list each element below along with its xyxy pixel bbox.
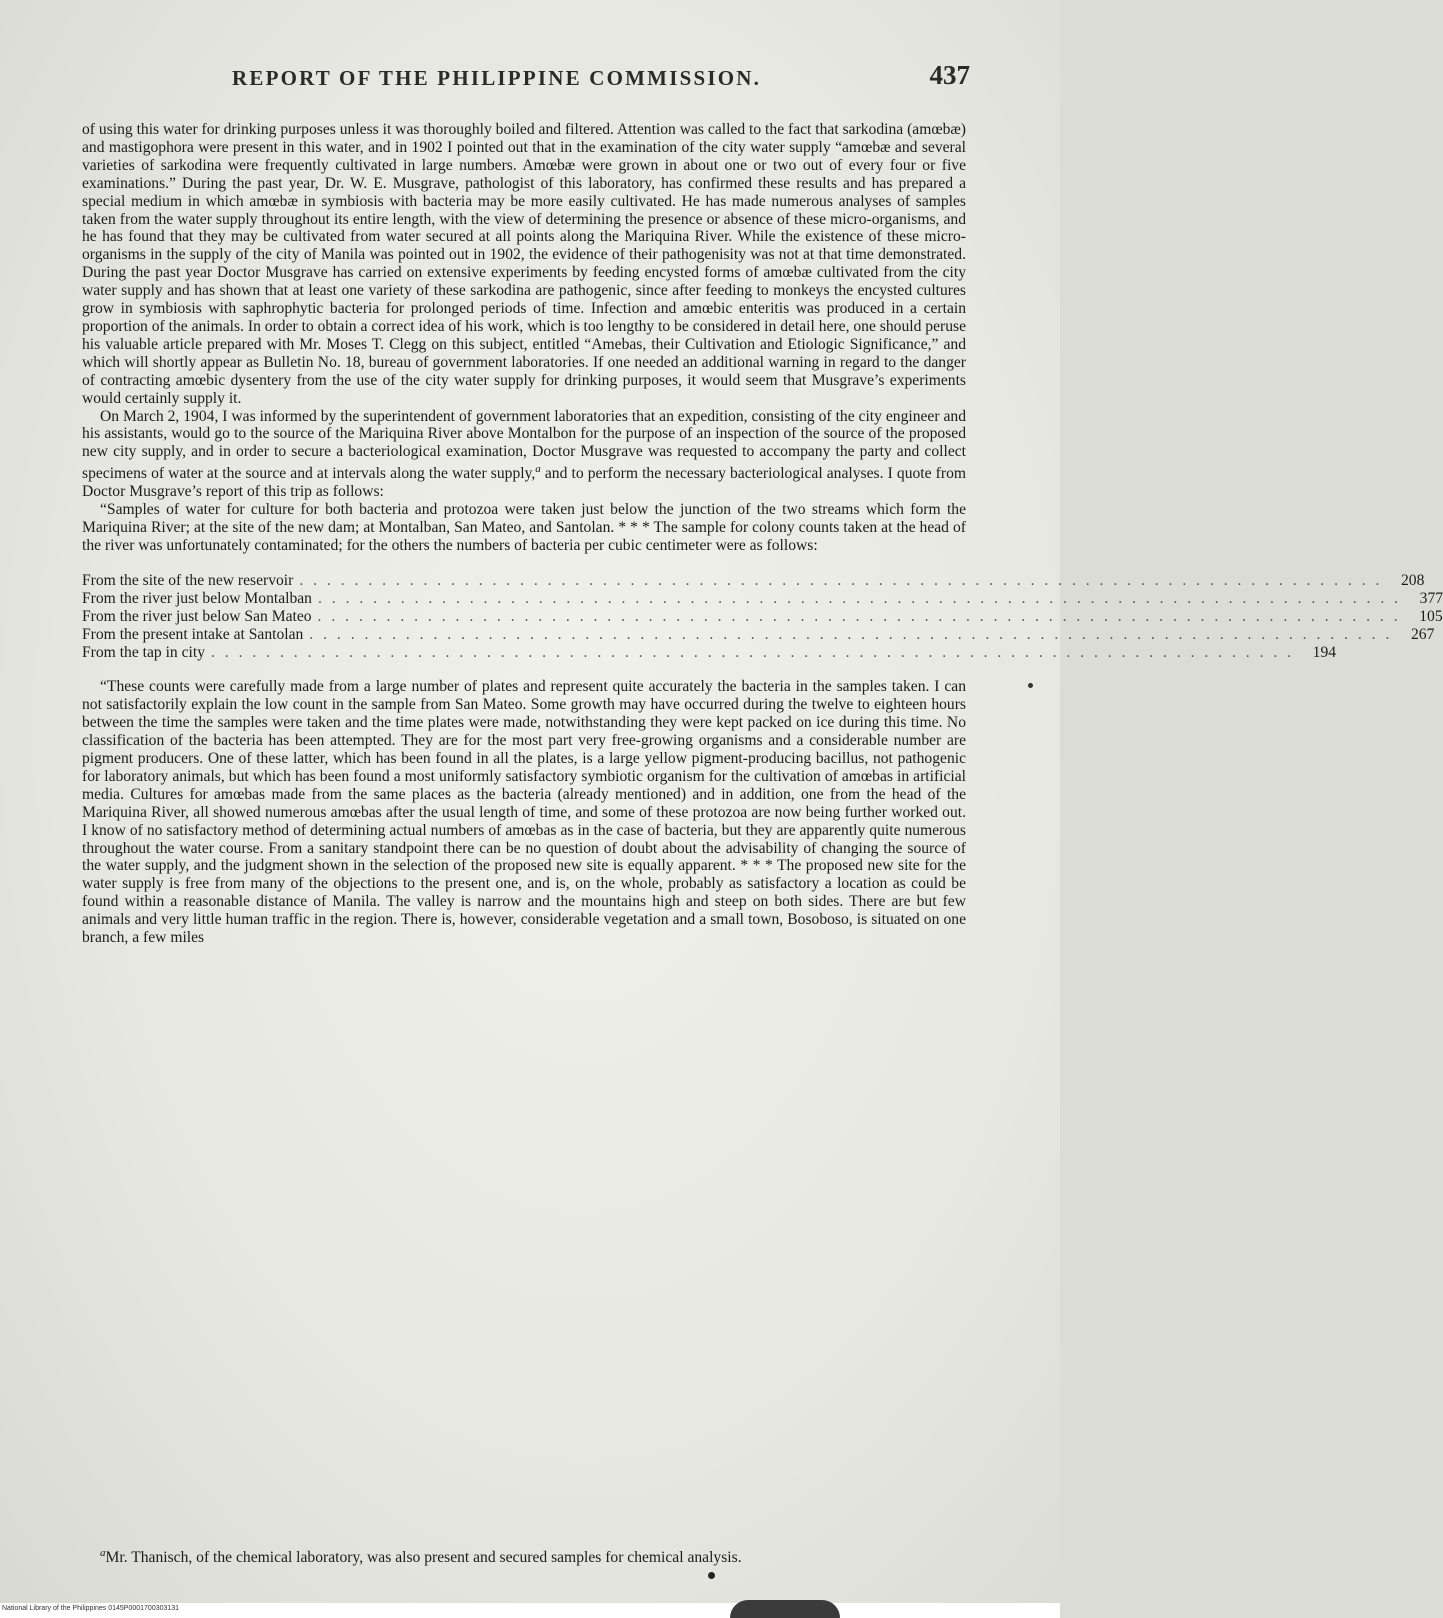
- count-value: 208: [1401, 571, 1425, 589]
- count-value: 267: [1410, 625, 1435, 643]
- library-stamp: National Library of the Philippines 0145P0001700303131: [2, 1605, 180, 1612]
- scan-footer-bar: [0, 1603, 1060, 1618]
- scanner-thumb-shadow: [730, 1600, 840, 1618]
- count-label: From the river just below San Mateo: [82, 607, 312, 625]
- running-header: [82, 60, 970, 100]
- paragraph: “Samples of water for culture for both bacteria and protozoa were taken just below the junction of the two streams which form the Mariquina River; at the site of the new dam; at Montalban, San Mateo, and Santolan. * * * The sample for colony counts taken at the head of the river was unfortunately contaminated; for the others the numbers of bacteria per cubic centimeter were as follows:: [82, 501, 966, 555]
- count-value: 194: [1312, 643, 1337, 661]
- footnote-marker: a: [100, 1547, 106, 1559]
- bacteria-counts-table: [82, 571, 1443, 661]
- table-row: [82, 643, 1337, 662]
- body-text: [82, 121, 1443, 947]
- table-row: [82, 625, 1435, 644]
- count-label: From the tap in city: [82, 643, 205, 661]
- count-label: From the present intake at Santolan: [82, 625, 304, 643]
- paragraph-text: On March 2, 1904, I was informed by the superintendent of government laboratories that an expedition, consisting of the city engineer and his assistants, would go to the source of the Mariquina River above Montalbon for the purpose of an inspection of the source of the proposed new city supply, and in order to secure a bacteriological examination, Doctor Musgrave was requested to accompany the party and collect specimens of water at the source and at intervals along the water supply,: [82, 407, 966, 483]
- footnote-ref: a: [535, 463, 541, 476]
- page-number: 437: [929, 60, 970, 90]
- paragraph: [82, 408, 966, 502]
- footnote-text: Mr. Thanisch, of the chemical laboratory, was also present and secured samples for chemical analysis.: [105, 1549, 742, 1567]
- paragraph-text: and to perform the necessary bacteriological analyses. I quote from Doctor Musgrave’s report of this trip as follows:: [82, 465, 966, 501]
- count-value: 105: [1419, 607, 1443, 625]
- leader-dots: . . . . . . . . . . . . . . . . . . . . . . . . . . . . . . . . . . . . . . . . . . . . . . . . . . . . . . . . . . . . . . . . . . . . . . . . . . . . . . .: [299, 571, 1383, 589]
- count-value: 377: [1419, 589, 1443, 607]
- table-row: [82, 607, 1443, 626]
- leader-dots: . . . . . . . . . . . . . . . . . . . . . . . . . . . . . . . . . . . . . . . . . . . . . . . . . . . . . . . . . . . . . . . . . . . . . . . . . . . . . . .: [317, 589, 1402, 607]
- paragraph: of using this water for drinking purposes unless it was thoroughly boiled and filtered. Attention was called to the fact that sarkodina (amœbæ) and mastigophora were present in this water, and in 1902 I pointed out that in the examination of the city water supply “amœbæ and several varieties of sarkodina were frequently cultivated in large numbers. Amœbæ were grown in about one or two out of every four or five examinations.” During the past year, Dr. W. E. Musgrave, pathologist of this laboratory, has confirmed these results and has prepared a special medium in which amœbæ in symbiosis with bacteria may be more easily cultivated. He has made numerous analyses of samples taken from the water supply throughout its entire length, with the view of determining the presence or absence of these micro-organisms, and he has found that they may be cultivated from water secured at all points along the Mariquina River. While the existence of these micro-organisms in the supply of the city of Manila was pointed out in 1902, the evidence of their pathogenisity was not at that time demonstrated. During the past year Doctor Musgrave has carried on extensive experiments by feeding encysted forms of amœbæ cultivated from the city water supply and has shown that at least one variety of these sarkodina are pathogenic, since after feeding to monkeys the encysted cultures grow in symbiosis with saphrophytic bacteria for prolonged periods of time. Infection and amœbic enteritis was produced in a certain proportion of the animals. In order to obtain a correct idea of his work, which is too lengthy to be considered in detail here, one should peruse his valuable article prepared with Mr. Moses T. Clegg on this subject, entitled “Amebas, their Cultivation and Etiologic Significance,” and which will shortly appear as Bulletin No. 18, bureau of government laboratories. If one needed an additional warning in regard to the danger of contracting amœbic dysentery from the use of the city water supply for drinking purposes, it would seem that Musgrave’s experiments would certainly supply it.: [82, 121, 966, 407]
- table-row: [82, 589, 1443, 608]
- leader-dots: . . . . . . . . . . . . . . . . . . . . . . . . . . . . . . . . . . . . . . . . . . . . . . . . . . . . . . . . . . . . . . . . . . . . . . . . . . . . . . .: [211, 643, 1295, 661]
- count-label: From the site of the new reservoir: [82, 571, 294, 589]
- leader-dots: . . . . . . . . . . . . . . . . . . . . . . . . . . . . . . . . . . . . . . . . . . . . . . . . . . . . . . . . . . . . . . . . . . . . . . . . . . . . . . .: [317, 607, 1401, 625]
- leader-dots: . . . . . . . . . . . . . . . . . . . . . . . . . . . . . . . . . . . . . . . . . . . . . . . . . . . . . . . . . . . . . . . . . . . . . . . . . . . . . . .: [309, 625, 1393, 643]
- paragraph: “These counts were carefully made from a large number of plates and represent quite accurately the bacteria in the samples taken. I can not satisfactorily explain the low count in the sample from San Mateo. Some growth may have occurred during the twelve to eighteen hours between the time the samples were taken and the time plates were made, notwithstanding they were kept packed on ice during this time. No classification of the bacteria has been attempted. They are for the most part very free-growing organisms and a considerable number are pigment producers. One of these latter, which has been found in all the plates, is a large yellow pigment-producing bacillus, not pathogenic for laboratory animals, but which has been found a most uniformly satisfactory symbiotic organism for the cultivation of amœbas in artificial media. Cultures for amœbas made from the same places as the bacteria (already mentioned) and in addition, one from the head of the Mariquina River, all showed numerous amœbas after the usual length of time, and some of these protozoa are now being further worked out. I know of no satisfactory method of determining actual numbers of amœbas as in the case of bacteria, but they are apparently quite numerous throughout the water course. From a sanitary standpoint there can be no question of doubt about the advisability of changing the source of the water supply, and the judgment shown in the selection of the proposed new site is equally apparent. * * * The proposed new site for the water supply is free from many of the objections to the present one, and is, on the whole, probably as satisfactory a location as could be found within a reasonable distance of Manila. The valley is narrow and the mountains high and steep on both sides. There are but few animals and very little human traffic in the region. There is, however, considerable vegetation and a small town, Bosoboso, is situated on one branch, a few miles: [82, 678, 966, 947]
- table-row: [82, 571, 1425, 590]
- ink-dot: [708, 1572, 715, 1579]
- page-title: REPORT OF THE PHILIPPINE COMMISSION.: [232, 66, 762, 90]
- ink-dot: [1028, 683, 1033, 688]
- count-label: From the river just below Montalban: [82, 589, 312, 607]
- footnote: [82, 1545, 966, 1567]
